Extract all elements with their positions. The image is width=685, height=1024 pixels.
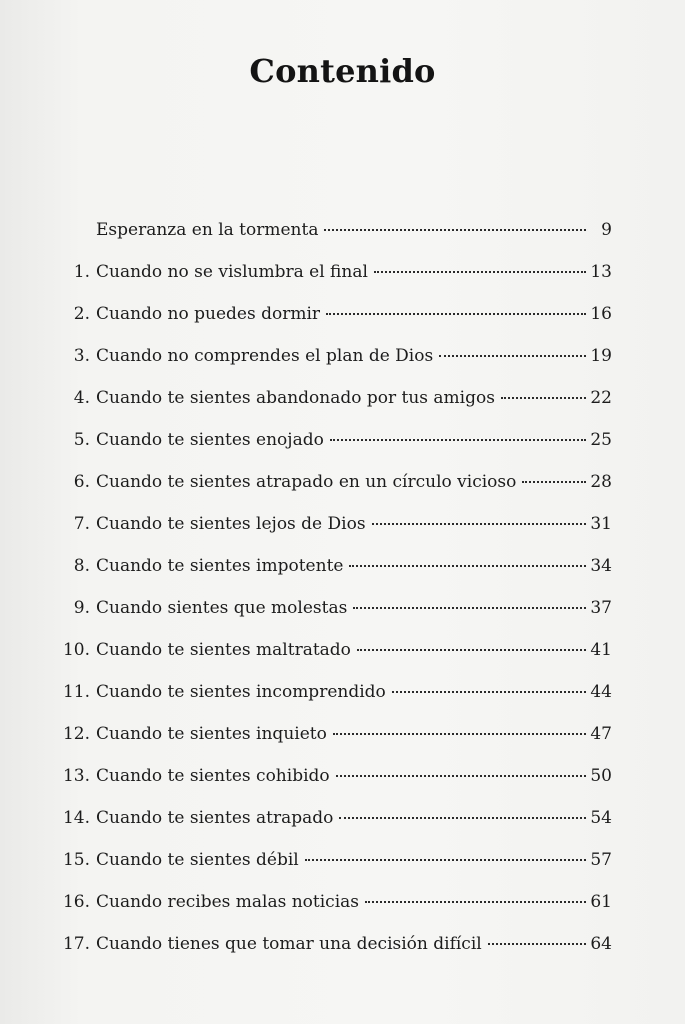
- entry-page-number: 61: [590, 892, 612, 912]
- dot-leader: [326, 313, 586, 315]
- entry-number: 11.: [62, 682, 90, 702]
- entry-title: Esperanza en la tormenta: [96, 220, 319, 240]
- dot-leader: [353, 607, 586, 609]
- toc-entry: [56, 386, 612, 428]
- dot-leader: [501, 397, 586, 399]
- entry-title: Cuando no puedes dormir: [96, 304, 321, 324]
- entry-number: 10.: [62, 640, 90, 660]
- table-of-contents: [56, 218, 612, 974]
- entry-page-number: 31: [590, 514, 612, 534]
- toc-entry: [56, 848, 612, 890]
- entry-number: 17.: [62, 934, 90, 954]
- entry-title: Cuando te sientes atrapado en un círculo vicioso: [96, 472, 517, 492]
- entry-page-number: 37: [590, 598, 612, 618]
- dot-leader: [522, 481, 586, 483]
- entry-title: Cuando te sientes maltratado: [96, 640, 351, 660]
- entry-page-number: 16: [590, 304, 612, 324]
- toc-entry: [56, 302, 612, 344]
- toc-entry: [56, 428, 612, 470]
- entry-number: 2.: [73, 304, 90, 324]
- dot-leader: [439, 355, 586, 357]
- entry-number: 16.: [62, 892, 90, 912]
- toc-entry: [56, 722, 612, 764]
- entry-title: Cuando te sientes abandonado por tus amigos: [96, 388, 495, 408]
- entry-title: Cuando te sientes inquieto: [96, 724, 327, 744]
- dot-leader: [324, 229, 586, 231]
- entry-page-number: 22: [590, 388, 612, 408]
- dot-leader: [336, 775, 586, 777]
- page-title: Contenido: [249, 52, 436, 90]
- toc-entry: [56, 638, 612, 680]
- entry-title: Cuando sientes que molestas: [96, 598, 348, 618]
- entry-title: Cuando no se vislumbra el final: [96, 262, 368, 282]
- dot-leader: [365, 901, 586, 903]
- entry-page-number: 44: [590, 682, 612, 702]
- toc-entry: [56, 554, 612, 596]
- dot-leader: [333, 733, 586, 735]
- entry-page-number: 54: [590, 808, 612, 828]
- entry-title: Cuando te sientes lejos de Dios: [96, 514, 366, 534]
- dot-leader: [357, 649, 586, 651]
- entry-title: Cuando te sientes incomprendido: [96, 682, 386, 702]
- entry-number: 15.: [62, 850, 90, 870]
- dot-leader: [488, 943, 586, 945]
- toc-entry: [56, 890, 612, 932]
- entry-title: Cuando te sientes enojado: [96, 430, 324, 450]
- dot-leader: [374, 271, 586, 273]
- entry-number: 4.: [73, 388, 90, 408]
- toc-entry: [56, 596, 612, 638]
- entry-title: Cuando no comprendes el plan de Dios: [96, 346, 434, 366]
- entry-page-number: 9: [601, 220, 612, 240]
- toc-entry: [56, 680, 612, 722]
- entry-page-number: 41: [590, 640, 612, 660]
- entry-number: 12.: [62, 724, 90, 744]
- entry-number: 14.: [62, 808, 90, 828]
- dot-leader: [372, 523, 586, 525]
- entry-page-number: 57: [590, 850, 612, 870]
- toc-entry: [56, 344, 612, 386]
- entry-page-number: 28: [590, 472, 612, 492]
- entry-page-number: 25: [590, 430, 612, 450]
- entry-page-number: 19: [590, 346, 612, 366]
- entry-page-number: 13: [590, 262, 612, 282]
- entry-title: Cuando tienes que tomar una decisión difícil: [96, 934, 482, 954]
- toc-entry: [56, 764, 612, 806]
- entry-title: Cuando te sientes cohibido: [96, 766, 330, 786]
- entry-page-number: 50: [590, 766, 612, 786]
- entry-number: 5.: [73, 430, 90, 450]
- dot-leader: [349, 565, 586, 567]
- entry-number: 7.: [73, 514, 90, 534]
- toc-entry: [56, 806, 612, 848]
- toc-entry: [56, 932, 612, 974]
- entry-number: 13.: [62, 766, 90, 786]
- entry-page-number: 64: [590, 934, 612, 954]
- toc-entry: [56, 260, 612, 302]
- entry-page-number: 47: [590, 724, 612, 744]
- toc-entry: [56, 218, 612, 260]
- entry-number: 8.: [73, 556, 90, 576]
- entry-number: 6.: [73, 472, 90, 492]
- dot-leader: [392, 691, 586, 693]
- entry-page-number: 34: [590, 556, 612, 576]
- entry-title: Cuando te sientes impotente: [96, 556, 344, 576]
- entry-number: 1.: [73, 262, 90, 282]
- dot-leader: [330, 439, 586, 441]
- entry-title: Cuando te sientes débil: [96, 850, 299, 870]
- dot-leader: [339, 817, 586, 819]
- entry-number: 9.: [73, 598, 90, 618]
- toc-entry: [56, 512, 612, 554]
- entry-number: 3.: [73, 346, 90, 366]
- dot-leader: [305, 859, 586, 861]
- entry-title: Cuando recibes malas noticias: [96, 892, 360, 912]
- entry-title: Cuando te sientes atrapado: [96, 808, 334, 828]
- toc-entry: [56, 470, 612, 512]
